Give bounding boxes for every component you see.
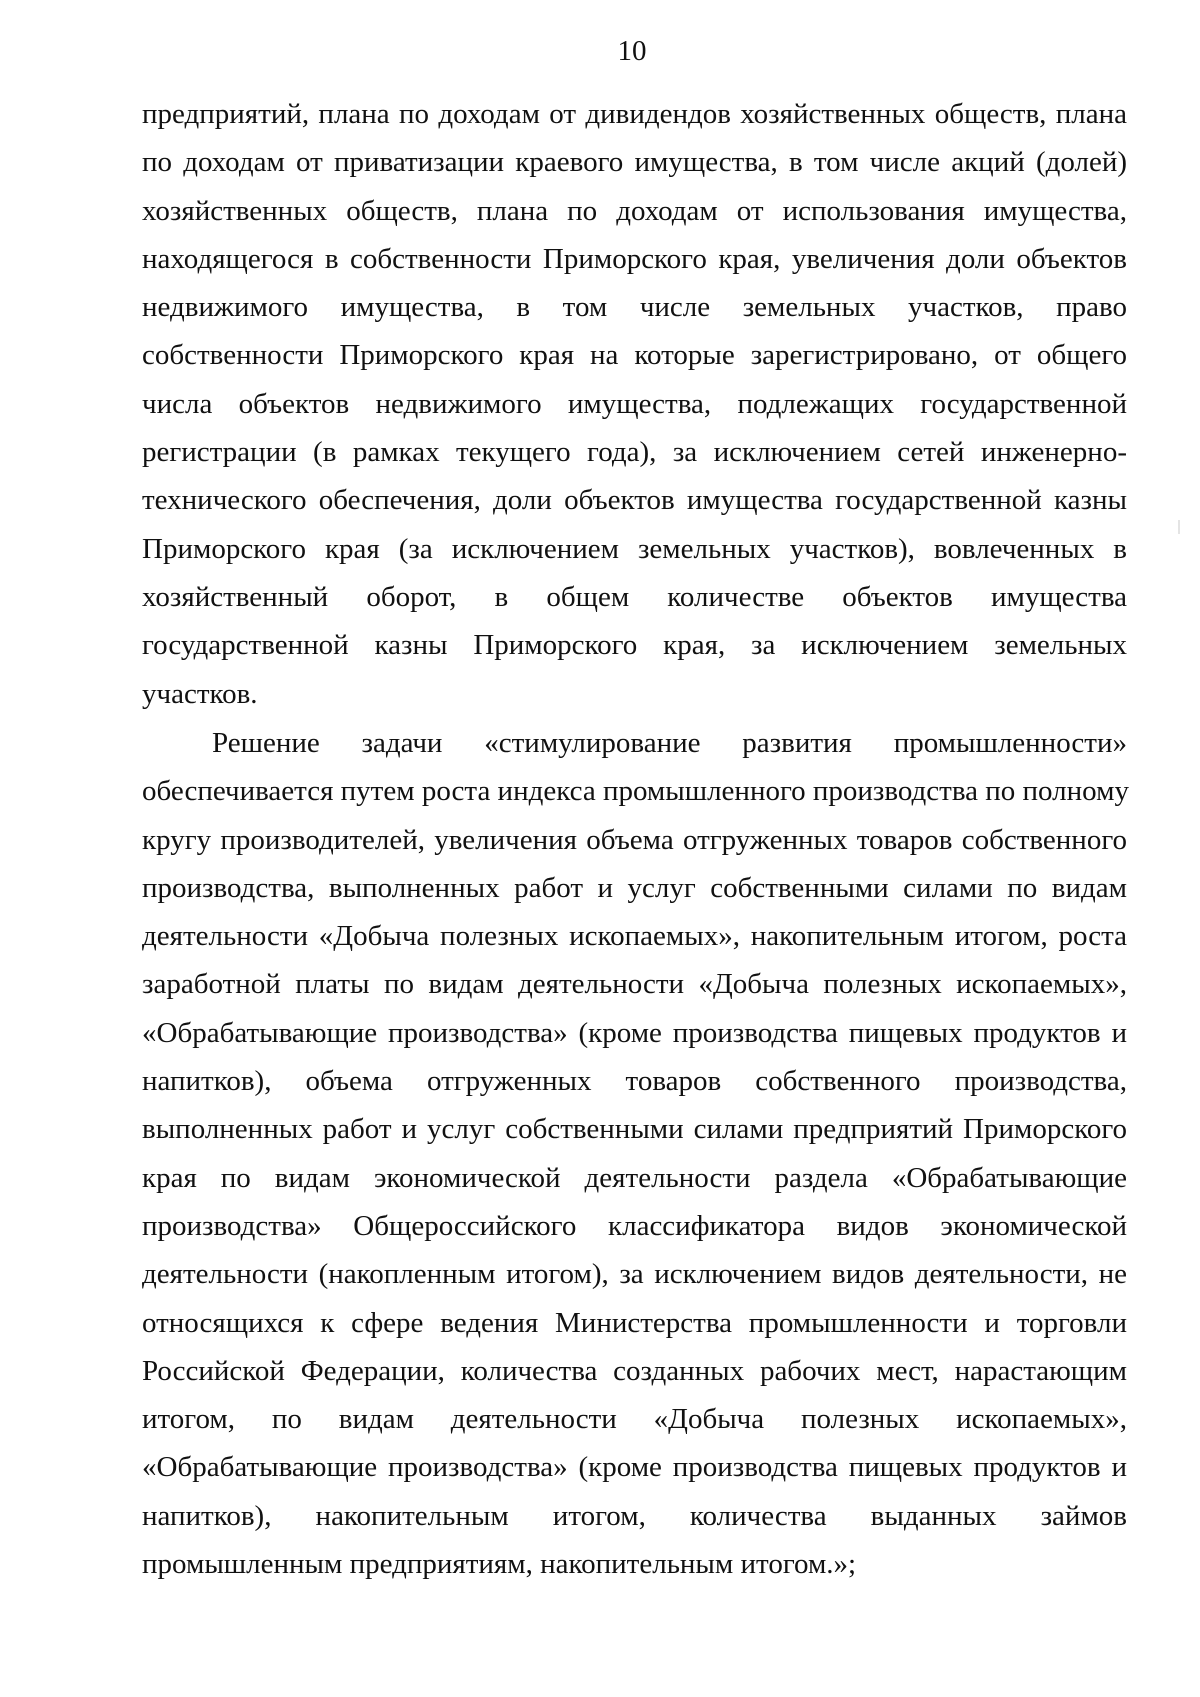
text-line: регистрации (в рамках текущего года), за исключением сетей инженерно- bbox=[142, 436, 1127, 469]
text-line: итогом, по видам деятельности «Добыча полезных ископаемых», bbox=[142, 1403, 1127, 1436]
text-line: государственной казны Приморского края, за исключением земельных bbox=[142, 629, 1127, 662]
text-line: производства» Общероссийского классификатора видов экономической bbox=[142, 1209, 1127, 1242]
text-line: напитков), накопительным итогом, количества выданных займов bbox=[142, 1499, 1127, 1532]
text-line: недвижимого имущества, в том числе земельных участков, право bbox=[142, 291, 1127, 324]
text-line: обеспечивается путем роста индекса промышленного производства по полному bbox=[142, 775, 1129, 808]
page-number: 10 bbox=[617, 35, 647, 67]
text-line: по доходам от приватизации краевого имущества, в том числе акций (долей) bbox=[142, 146, 1127, 179]
text-line: участков. bbox=[142, 677, 258, 710]
text-line: хозяйственных обществ, плана по доходам от использования имущества, bbox=[142, 194, 1127, 227]
text-line: деятельности «Добыча полезных ископаемых», накопительным итогом, роста bbox=[142, 920, 1127, 953]
text-line: технического обеспечения, доли объектов имущества государственной казны bbox=[142, 484, 1127, 517]
text-line: предприятий, плана по доходам от дивидендов хозяйственных обществ, плана bbox=[142, 98, 1127, 130]
paragraph-industry-development bbox=[142, 719, 1127, 1588]
text-line: Решение задачи «стимулирование развития промышленности» bbox=[212, 727, 1127, 759]
text-line: относящихся к сфере ведения Министерства промышленности и торговли bbox=[142, 1306, 1127, 1339]
text-line: собственности Приморского края на которые зарегистрировано, от общего bbox=[142, 339, 1127, 372]
text-line: промышленным предприятиям, накопительным итогом.»; bbox=[142, 1548, 857, 1581]
paragraph-property-management bbox=[142, 90, 1127, 718]
text-line: хозяйственный оборот, в общем количестве объектов имущества bbox=[142, 580, 1127, 613]
text-line: числа объектов недвижимого имущества, подлежащих государственной bbox=[142, 387, 1127, 420]
text-line: кругу производителей, увеличения объема отгруженных товаров собственного bbox=[142, 823, 1127, 856]
text-line: напитков), объема отгруженных товаров собственного производства, bbox=[142, 1065, 1127, 1098]
text-line: выполненных работ и услуг собственными силами предприятий Приморского bbox=[142, 1113, 1127, 1146]
text-line: находящегося в собственности Приморского края, увеличения доли объектов bbox=[142, 242, 1127, 275]
text-line: производства, выполненных работ и услуг собственными силами по видам bbox=[142, 871, 1127, 904]
text-line: Приморского края (за исключением земельных участков), вовлеченных в bbox=[142, 532, 1127, 565]
scan-edge-mark bbox=[1178, 520, 1180, 534]
text-line: заработной платы по видам деятельности «Добыча полезных ископаемых», bbox=[142, 968, 1127, 1001]
text-line: Российской Федерации, количества созданных рабочих мест, нарастающим bbox=[142, 1354, 1127, 1387]
text-line: деятельности (накопленным итогом), за исключением видов деятельности, не bbox=[142, 1258, 1127, 1291]
text-line: «Обрабатывающие производства» (кроме производства пищевых продуктов и bbox=[142, 1451, 1127, 1484]
text-line: края по видам экономической деятельности раздела «Обрабатывающие bbox=[142, 1161, 1127, 1194]
text-line: «Обрабатывающие производства» (кроме производства пищевых продуктов и bbox=[142, 1016, 1127, 1049]
